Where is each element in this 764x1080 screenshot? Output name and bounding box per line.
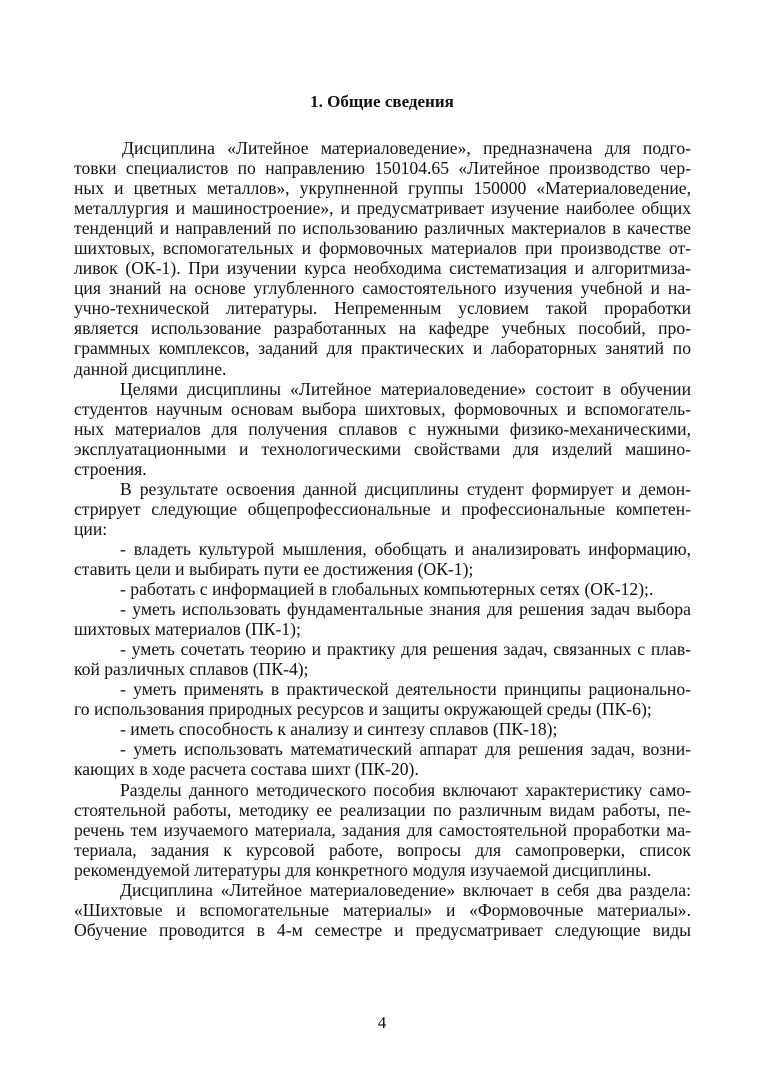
paragraph	[74, 539, 691, 579]
paragraph	[74, 880, 691, 940]
text-line: речень тем изучаемого материала, задания для самостоятельной проработки ма-	[74, 819, 691, 840]
text-line: студентов научным основам выбора шихтовых, формовочных и вспомогатель-	[74, 398, 691, 419]
text-line: - уметь сочетать теорию и практику для решения задач, связанных с плав-	[120, 639, 691, 660]
section-title: 1. Общие сведения	[310, 92, 454, 111]
paragraph	[74, 579, 691, 599]
text-line: Дисциплина «Литейное материаловедение» включает в себя два раздела:	[120, 879, 691, 900]
text-line: - иметь способность к анализу и синтезу сплавов (ПК-18);	[120, 719, 558, 740]
paragraph	[74, 138, 691, 379]
text-line: ных и цветных металлов», укрупненной группы 150000 «Материаловедение,	[74, 178, 691, 199]
text-line: металлургия и машиностроение», и предусматривает изучение наиболее общих	[74, 198, 691, 219]
text-line: ция знаний на основе углубленного самостоятельного изучения учебной и на-	[74, 278, 691, 299]
text-line: товки специалистов по направлению 150104.65 «Литейное производство чер-	[74, 158, 691, 179]
text-line: «Шихтовые и вспомогательные материалы» и «Формовочные материалы».	[74, 899, 691, 920]
paragraph	[74, 379, 691, 479]
text-line: эксплуатационными и технологическими свойствами для изделий машино-	[74, 438, 691, 459]
text-line: - уметь использовать фундаментальные знания для решения задач выбора	[120, 599, 691, 620]
text-line: данной дисциплине.	[74, 358, 227, 379]
text-line: является использование разработанных на кафедре учебных пособий, про-	[74, 318, 691, 339]
text-line: ции:	[74, 518, 108, 539]
page-number: 4	[377, 1013, 387, 1032]
text-line: - владеть культурой мышления, обобщать и анализировать информацию,	[120, 538, 691, 559]
text-line: териала, задания к курсовой работе, вопросы для самопроверки, список	[74, 839, 691, 860]
paragraph	[74, 639, 691, 679]
text-line: - уметь использовать математический аппарат для решения задач, возни-	[120, 739, 691, 760]
text-line: - работать с информацией в глобальных компьютерных сетях (ОК-12);.	[120, 579, 654, 600]
paragraph	[74, 719, 691, 739]
text-line: го использования природных ресурсов и защиты окружающей среды (ПК-6);	[74, 699, 652, 720]
paragraph	[74, 780, 691, 880]
text-line: учно-технической литературы. Непременным условием такой проработки	[74, 298, 691, 319]
text-line: стрирует следующие общепрофессиональные и профессиональные компетен-	[74, 498, 691, 519]
text-line: Целями дисциплины «Литейное материаловедение» состоит в обучении	[120, 378, 691, 399]
text-line: кой различных сплавов (ПК-4);	[74, 659, 309, 680]
text-line: шихтовых, вспомогательных и формовочных материалов при производстве от-	[74, 238, 691, 259]
text-line: шихтовых материалов (ПК-1);	[74, 619, 301, 640]
paragraph	[74, 479, 691, 539]
text-line: Дисциплина «Литейное материаловедение», предназначена для подго-	[122, 138, 691, 158]
text-line: стоятельной работы, методику ее реализации по различным видам работы, пе-	[74, 799, 691, 820]
text-line: граммных комплексов, заданий для практических и лабораторных занятий по	[74, 338, 691, 359]
text-line: ливок (ОК-1). При изучении курса необходима систематизация и алгоритмиза-	[74, 258, 691, 279]
text-line: Обучение проводится в 4-м семестре и предусматривает следующие виды	[74, 919, 691, 940]
text-line: - уметь применять в практической деятельности принципы рационально-	[120, 679, 691, 700]
paragraph	[74, 679, 691, 719]
text-line: кающих в ходе расчета состава шихт (ПК-20).	[74, 759, 419, 780]
text-line: ставить цели и выбирать пути ее достижения (ОК-1);	[74, 558, 474, 579]
text-line: ных материалов для получения сплавов с нужными физико-механическими,	[74, 418, 691, 439]
text-line: Разделы данного методического пособия включают характеристику само-	[120, 779, 691, 800]
text-line: тенденций и направлений по использованию различных мактериалов в качестве	[74, 218, 691, 239]
body-text	[74, 138, 691, 940]
paragraph	[74, 599, 691, 639]
text-line: В результате освоения данной дисциплины студент формирует и демон-	[120, 478, 691, 499]
paragraph	[74, 739, 691, 779]
text-line: строения.	[74, 458, 147, 479]
text-line: рекомендуемой литературы для конкретного модуля изучаемой дисциплины.	[74, 859, 652, 880]
